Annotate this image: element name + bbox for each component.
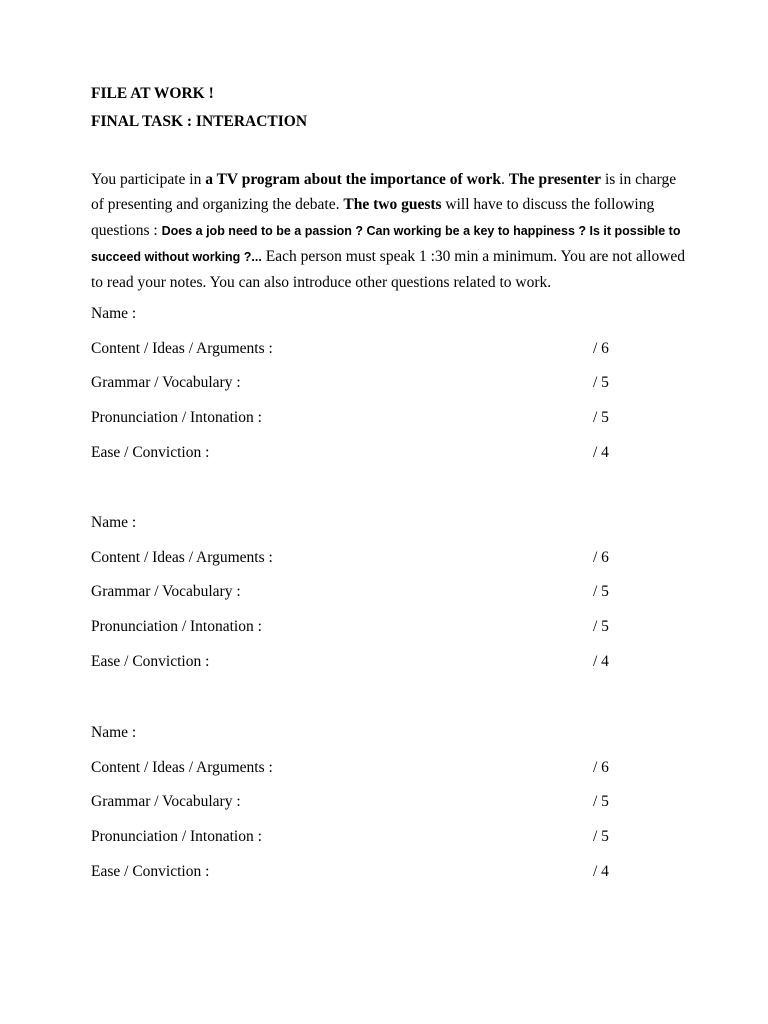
criterion-score: / 6 [593,340,609,357]
criterion-score: / 5 [593,618,609,635]
criterion-row [91,582,691,602]
intro-emphasis-program: a TV program about the importance of work [205,171,502,188]
criterion-label: Ease / Conviction : [91,653,210,670]
evaluation-block [91,723,691,903]
name-label: Name : [91,724,137,741]
document-subtitle: FINAL TASK : INTERACTION [91,113,308,130]
name-row [91,513,691,533]
criterion-row [91,652,691,672]
evaluation-block [91,304,691,484]
criterion-label: Grammar / Vocabulary : [91,583,241,600]
criterion-label: Grammar / Vocabulary : [91,793,241,810]
evaluation-block [91,513,691,693]
criterion-label: Content / Ideas / Arguments : [91,759,273,776]
criterion-score: / 5 [593,793,609,810]
task-description [91,167,691,295]
name-label: Name : [91,514,137,531]
criterion-row [91,548,691,568]
criterion-score: / 4 [593,444,609,461]
criterion-row [91,617,691,637]
criterion-label: Pronunciation / Intonation : [91,409,262,426]
criterion-label: Pronunciation / Intonation : [91,618,262,635]
criterion-label: Pronunciation / Intonation : [91,828,262,845]
intro-text: will have to discuss the following questions : [91,196,655,239]
intro-questions: Does a job need to be a passion ? Can working be a key to happiness ? Is it possible to succeed without working ?... [91,223,681,264]
intro-emphasis-guests: The two guests [343,196,442,214]
intro-emphasis-presenter: The presenter [508,171,602,188]
criterion-row [91,758,691,778]
name-label: Name : [91,305,137,322]
criterion-label: Content / Ideas / Arguments : [91,549,273,566]
criterion-row [91,792,691,812]
criterion-score: / 4 [593,863,609,880]
criterion-row [91,373,691,393]
criterion-row [91,408,691,428]
name-row [91,304,691,324]
intro-text: . [501,171,509,188]
document-title: FILE AT WORK ! [91,85,214,102]
intro-text: You participate in [91,171,206,188]
criterion-row [91,827,691,847]
criterion-score: / 5 [593,583,609,600]
intro-text: is in charge of presenting and organizing the debate. [91,171,677,214]
criterion-row [91,862,691,882]
name-row [91,723,691,743]
criterion-label: Ease / Conviction : [91,863,210,880]
criterion-row [91,443,691,463]
intro-text: Each person must speak 1 :30 min a minimum. You are not allowed to read your notes. You can also introduce other questions related to work. [91,247,686,292]
criterion-label: Grammar / Vocabulary : [91,374,241,391]
criterion-score: / 6 [593,549,609,566]
criterion-label: Ease / Conviction : [91,444,210,461]
criterion-score: / 4 [593,653,609,670]
criterion-label: Content / Ideas / Arguments : [91,340,273,357]
criterion-score: / 5 [593,828,609,845]
criterion-score: / 6 [593,759,609,776]
criterion-row [91,339,691,359]
criterion-score: / 5 [593,409,609,426]
criterion-score: / 5 [593,374,609,391]
